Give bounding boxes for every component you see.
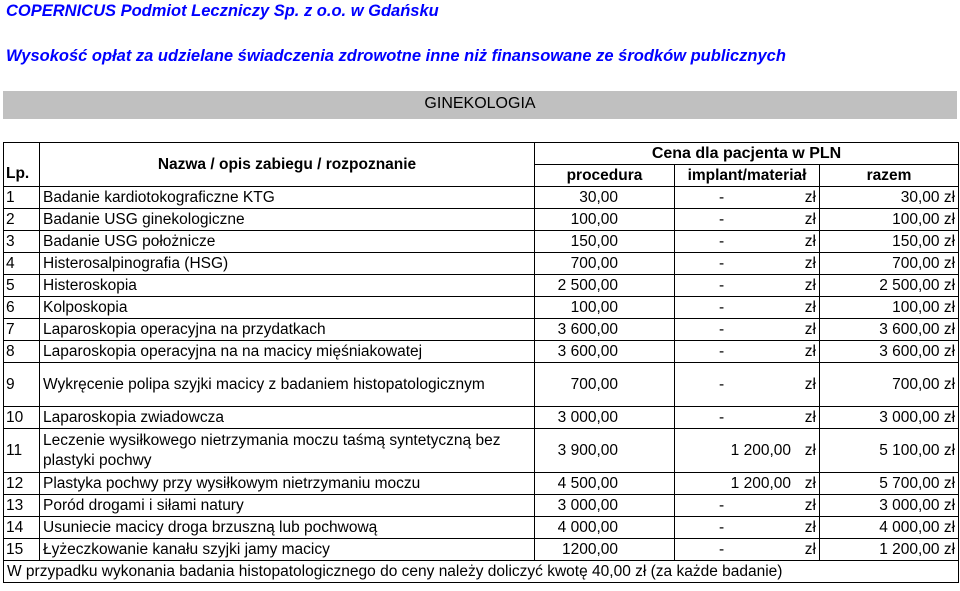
row-lp: 1 xyxy=(4,187,40,209)
row-name: Histerosalpinografia (HSG) xyxy=(40,253,535,275)
footnote: W przypadku wykonania badania histopatologicznego do ceny należy doliczyć kwotę 40,00 zł (za każde badanie) xyxy=(4,561,959,583)
row-total-price: 4 000,00 zł xyxy=(820,517,959,539)
row-procedure-price: 2 500,00 xyxy=(535,275,675,297)
row-implant-unit: zł xyxy=(804,299,816,316)
row-implant-unit: zł xyxy=(804,277,816,294)
row-procedure-price: 1200,00 xyxy=(535,539,675,561)
row-implant-value: 1 200,00 xyxy=(730,442,791,459)
table-row xyxy=(4,275,959,297)
row-procedure-price: 3 000,00 xyxy=(535,495,675,517)
row-implant-unit: zł xyxy=(804,321,816,338)
row-total-price: 5 100,00 zł xyxy=(820,429,959,473)
table-row xyxy=(4,209,959,231)
document-subtitle: Wysokość opłat za udzielane świadczenia zdrowotne inne niż finansowane ze środków publicznych xyxy=(6,47,786,65)
row-procedure-price: 700,00 xyxy=(535,363,675,407)
table-row xyxy=(4,429,959,473)
row-total-price: 30,00 zł xyxy=(820,187,959,209)
row-procedure-price: 100,00 xyxy=(535,209,675,231)
row-name: Histeroskopia xyxy=(40,275,535,297)
document-title: COPERNICUS Podmiot Leczniczy Sp. z o.o. w Gdańsku xyxy=(6,2,439,20)
row-total-price: 700,00 zł xyxy=(820,363,959,407)
row-total-price: 3 600,00 zł xyxy=(820,319,959,341)
row-implant-price xyxy=(675,341,820,363)
row-lp: 4 xyxy=(4,253,40,275)
price-table xyxy=(3,142,959,583)
row-total-price: 100,00 zł xyxy=(820,297,959,319)
row-implant-price xyxy=(675,209,820,231)
row-implant-price xyxy=(675,231,820,253)
row-lp: 6 xyxy=(4,297,40,319)
row-implant-unit: zł xyxy=(804,211,816,228)
row-implant-unit: zł xyxy=(804,343,816,360)
row-implant-value: - xyxy=(719,321,725,338)
row-lp: 11 xyxy=(4,429,40,473)
row-total-price: 100,00 zł xyxy=(820,209,959,231)
header-total: razem xyxy=(820,165,959,187)
row-name: Plastyka pochwy przy wysiłkowym nietrzymaniu moczu xyxy=(40,473,535,495)
row-lp: 15 xyxy=(4,539,40,561)
row-implant-price xyxy=(675,517,820,539)
row-procedure-price: 30,00 xyxy=(535,187,675,209)
row-lp: 13 xyxy=(4,495,40,517)
row-lp: 5 xyxy=(4,275,40,297)
row-implant-price xyxy=(675,187,820,209)
row-lp: 12 xyxy=(4,473,40,495)
table-row xyxy=(4,517,959,539)
row-procedure-price: 150,00 xyxy=(535,231,675,253)
table-row xyxy=(4,495,959,517)
row-procedure-price: 3 600,00 xyxy=(535,319,675,341)
row-procedure-price: 100,00 xyxy=(535,297,675,319)
row-implant-value: - xyxy=(719,519,725,536)
row-implant-value: - xyxy=(719,409,725,426)
row-implant-unit: zł xyxy=(804,475,816,492)
section-title: GINEKOLOGIA xyxy=(424,95,536,112)
row-implant-price xyxy=(675,429,820,473)
row-implant-price xyxy=(675,363,820,407)
row-total-price: 1 200,00 zł xyxy=(820,539,959,561)
row-implant-price xyxy=(675,319,820,341)
header-procedure: procedura xyxy=(535,165,675,187)
table-row xyxy=(4,341,959,363)
row-procedure-price: 3 900,00 xyxy=(535,429,675,473)
row-procedure-price: 3 000,00 xyxy=(535,407,675,429)
section-banner xyxy=(3,91,957,119)
row-name: Kolposkopia xyxy=(40,297,535,319)
row-implant-value: - xyxy=(719,189,725,206)
row-implant-value: - xyxy=(719,497,725,514)
row-lp: 2 xyxy=(4,209,40,231)
table-row xyxy=(4,539,959,561)
row-name: Laparoskopia zwiadowcza xyxy=(40,407,535,429)
row-implant-unit: zł xyxy=(804,442,816,459)
header-implant: implant/materiał xyxy=(675,165,820,187)
row-implant-unit: zł xyxy=(804,409,816,426)
row-name: Badanie USG ginekologiczne xyxy=(40,209,535,231)
row-total-price: 700,00 zł xyxy=(820,253,959,275)
table-row xyxy=(4,231,959,253)
header-name: Nazwa / opis zabiegu / rozpoznanie xyxy=(40,143,535,187)
row-total-price: 3 600,00 zł xyxy=(820,341,959,363)
row-implant-unit: zł xyxy=(804,376,816,393)
row-lp: 7 xyxy=(4,319,40,341)
row-implant-value: 1 200,00 xyxy=(730,475,791,492)
table-row xyxy=(4,297,959,319)
row-implant-value: - xyxy=(719,299,725,316)
row-implant-price xyxy=(675,407,820,429)
header-price-group: Cena dla pacjenta w PLN xyxy=(535,143,959,165)
table-row xyxy=(4,253,959,275)
row-total-price: 5 700,00 zł xyxy=(820,473,959,495)
row-implant-value: - xyxy=(719,211,725,228)
row-total-price: 2 500,00 zł xyxy=(820,275,959,297)
row-implant-price xyxy=(675,539,820,561)
row-procedure-price: 3 600,00 xyxy=(535,341,675,363)
row-implant-price xyxy=(675,253,820,275)
row-procedure-price: 700,00 xyxy=(535,253,675,275)
row-name: Badanie USG położnicze xyxy=(40,231,535,253)
table-row xyxy=(4,407,959,429)
row-implant-price xyxy=(675,473,820,495)
row-lp: 14 xyxy=(4,517,40,539)
row-implant-unit: zł xyxy=(804,497,816,514)
row-total-price: 3 000,00 zł xyxy=(820,495,959,517)
table-row xyxy=(4,473,959,495)
row-name: Poród drogami i siłami natury xyxy=(40,495,535,517)
row-procedure-price: 4 500,00 xyxy=(535,473,675,495)
row-name: Laparoskopia operacyjna na na macicy mięśniakowatej xyxy=(40,341,535,363)
row-implant-value: - xyxy=(719,233,725,250)
row-lp: 9 xyxy=(4,363,40,407)
row-implant-price xyxy=(675,275,820,297)
row-name: Wykręcenie polipa szyjki macicy z badaniem histopatologicznym xyxy=(40,363,535,407)
row-name: Badanie kardiotokograficzne KTG xyxy=(40,187,535,209)
table-row xyxy=(4,187,959,209)
row-implant-value: - xyxy=(719,277,725,294)
row-name: Leczenie wysiłkowego nietrzymania moczu taśmą syntetyczną bez plastyki pochwy xyxy=(40,429,535,473)
row-lp: 8 xyxy=(4,341,40,363)
row-implant-value: - xyxy=(719,255,725,272)
table-row xyxy=(4,363,959,407)
row-procedure-price: 4 000,00 xyxy=(535,517,675,539)
header-lp: Lp. xyxy=(4,143,40,187)
row-implant-price xyxy=(675,495,820,517)
row-implant-unit: zł xyxy=(804,189,816,206)
row-total-price: 3 000,00 zł xyxy=(820,407,959,429)
row-implant-price xyxy=(675,297,820,319)
row-lp: 3 xyxy=(4,231,40,253)
row-name: Łyżeczkowanie kanału szyjki jamy macicy xyxy=(40,539,535,561)
row-implant-value: - xyxy=(719,541,725,558)
row-name: Usuniecie macicy droga brzuszną lub pochwową xyxy=(40,517,535,539)
table-row xyxy=(4,319,959,341)
row-implant-value: - xyxy=(719,343,725,360)
row-name: Laparoskopia operacyjna na przydatkach xyxy=(40,319,535,341)
row-lp: 10 xyxy=(4,407,40,429)
row-implant-unit: zł xyxy=(804,541,816,558)
row-implant-unit: zł xyxy=(804,255,816,272)
row-implant-unit: zł xyxy=(804,233,816,250)
row-total-price: 150,00 zł xyxy=(820,231,959,253)
row-implant-unit: zł xyxy=(804,519,816,536)
row-implant-value: - xyxy=(719,376,725,393)
